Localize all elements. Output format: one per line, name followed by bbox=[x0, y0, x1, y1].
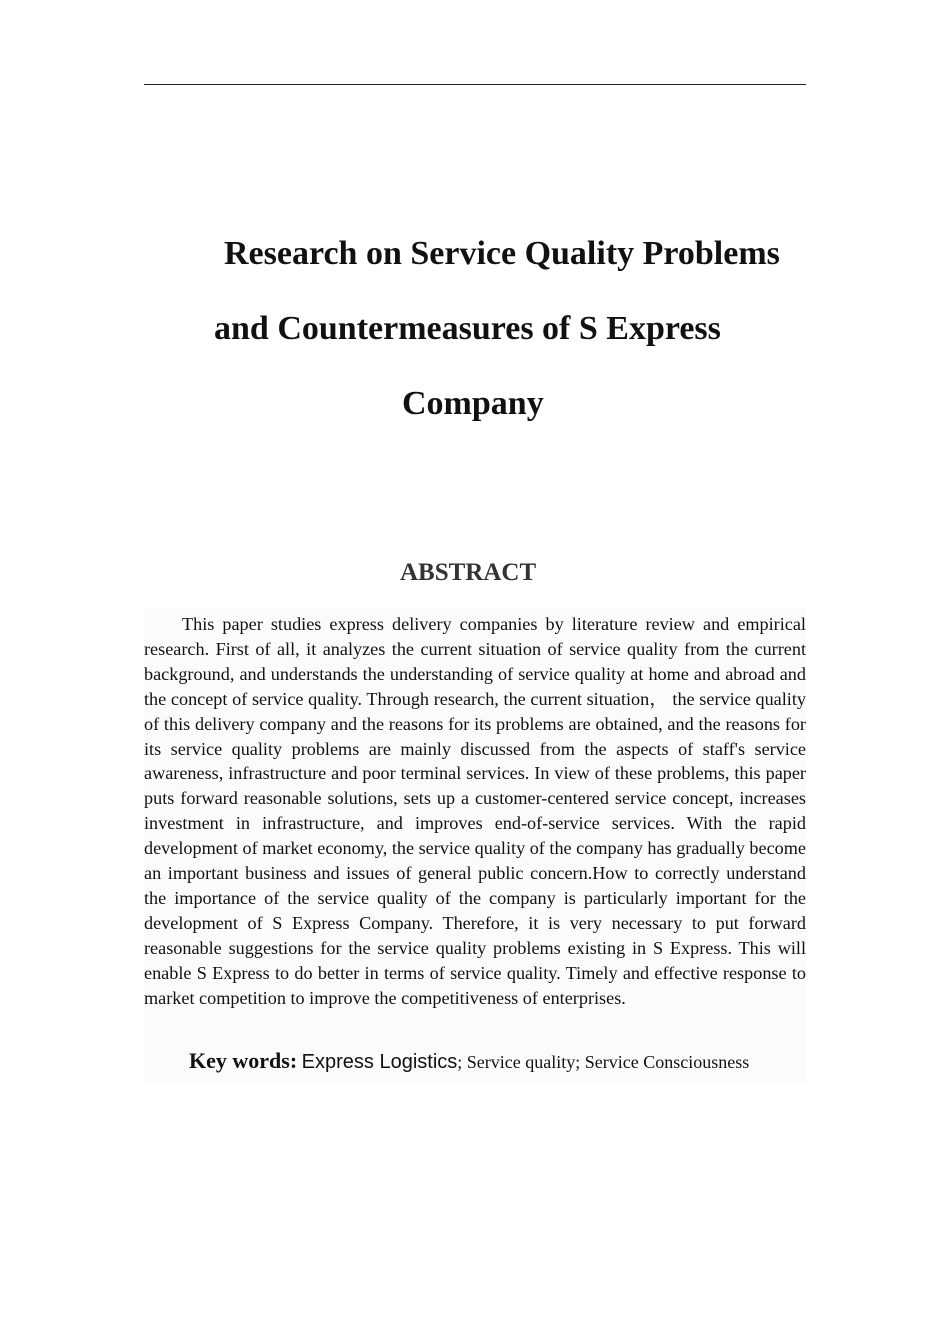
paper-title-text-1: Research on Service Quality Problems bbox=[224, 235, 780, 272]
keywords-line bbox=[189, 1046, 749, 1077]
keywords-rest: ; Service quality; Service Consciousness bbox=[457, 1052, 750, 1072]
abstract-heading-text: ABSTRACT bbox=[400, 559, 537, 586]
paper-title-text-2: and Countermeasures of S Express bbox=[214, 310, 721, 347]
keywords-label: Key words: bbox=[189, 1048, 298, 1073]
header-rule bbox=[144, 84, 806, 85]
paper-title-text-3: Company bbox=[402, 385, 544, 422]
keyword-express-logistics: Express Logistics bbox=[301, 1051, 458, 1073]
abstract-body: This paper studies express delivery companies by literature review and empirical research. First of all, it analyzes the current situation of service quality from the current background, and understands the understanding of service quality at home and abroad and the concept of service quality. Through research, the current situation， the service quality of this delivery company and the reasons for its problems are obtained, and the reasons for its service quality problems are mainly discussed from the aspects of staff's service awareness, infrastructure and poor terminal services. In view of these problems, this paper puts forward reasonable solutions, sets up a customer-centered service concept, increases investment in infrastructure, and improves end-of-service services. With the rapid development of market economy, the service quality of the company has gradually become an important business and issues of general public concern.How to correctly understand the importance of the service quality of the company is particularly important for the development of S Express Company. Therefore, it is very necessary to put forward reasonable suggestions for the service quality problems existing in S Express. This will enable S Express to do better in terms of service quality. Timely and effective response to market competition to improve the competitiveness of enterprises. bbox=[144, 614, 806, 1008]
